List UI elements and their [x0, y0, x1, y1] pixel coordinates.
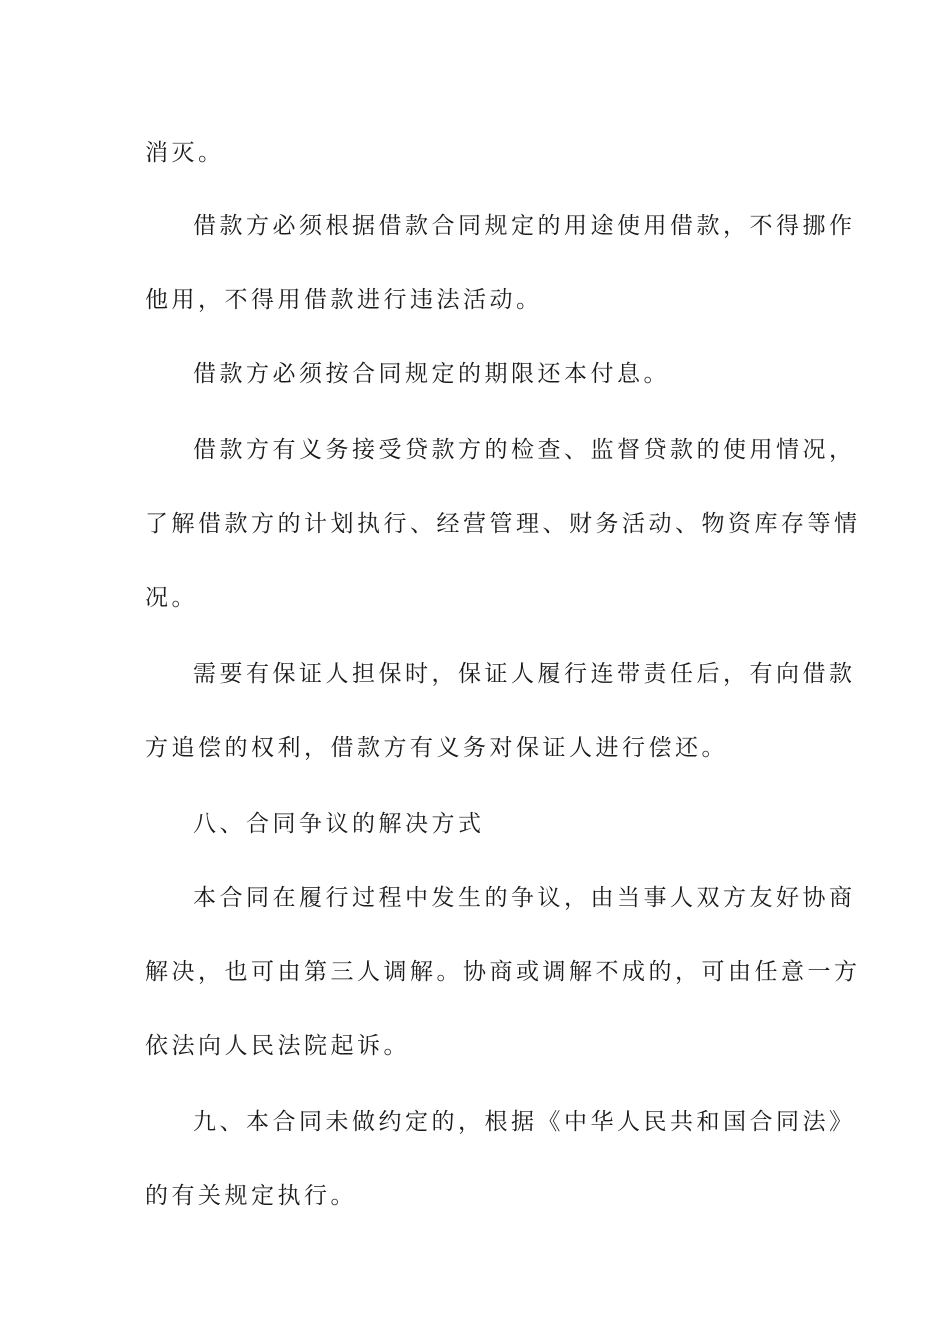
section-heading-nine: 九、本合同未做约定的，根据《中华人民共和国合同法》 — [193, 1109, 856, 1135]
text-line-12: 解决，也可由第三人调解。协商或调解不成的，可由任意一方 — [145, 959, 861, 985]
text-line-1: 消灭。 — [145, 140, 225, 166]
text-line-2: 借款方必须根据借款合同规定的用途使用借款，不得挪作 — [193, 213, 856, 239]
text-line-7: 况。 — [145, 585, 198, 611]
text-line-5: 借款方有义务接受贷款方的检查、监督贷款的使用情况， — [193, 437, 856, 463]
section-heading-eight: 八、合同争议的解决方式 — [193, 811, 485, 837]
text-line-6: 了解借款方的计划执行、经营管理、财务活动、物资库存等情 — [145, 511, 861, 537]
text-line-15: 的有关规定执行。 — [145, 1183, 357, 1209]
text-line-4: 借款方必须按合同规定的期限还本付息。 — [193, 361, 670, 387]
text-line-11: 本合同在履行过程中发生的争议，由当事人双方友好协商 — [193, 885, 856, 911]
text-line-3: 他用，不得用借款进行违法活动。 — [145, 287, 543, 313]
text-line-8: 需要有保证人担保时，保证人履行连带责任后，有向借款 — [193, 661, 856, 687]
text-line-13: 依法向人民法院起诉。 — [145, 1033, 410, 1059]
text-line-9: 方追偿的权利，借款方有义务对保证人进行偿还。 — [145, 735, 728, 761]
